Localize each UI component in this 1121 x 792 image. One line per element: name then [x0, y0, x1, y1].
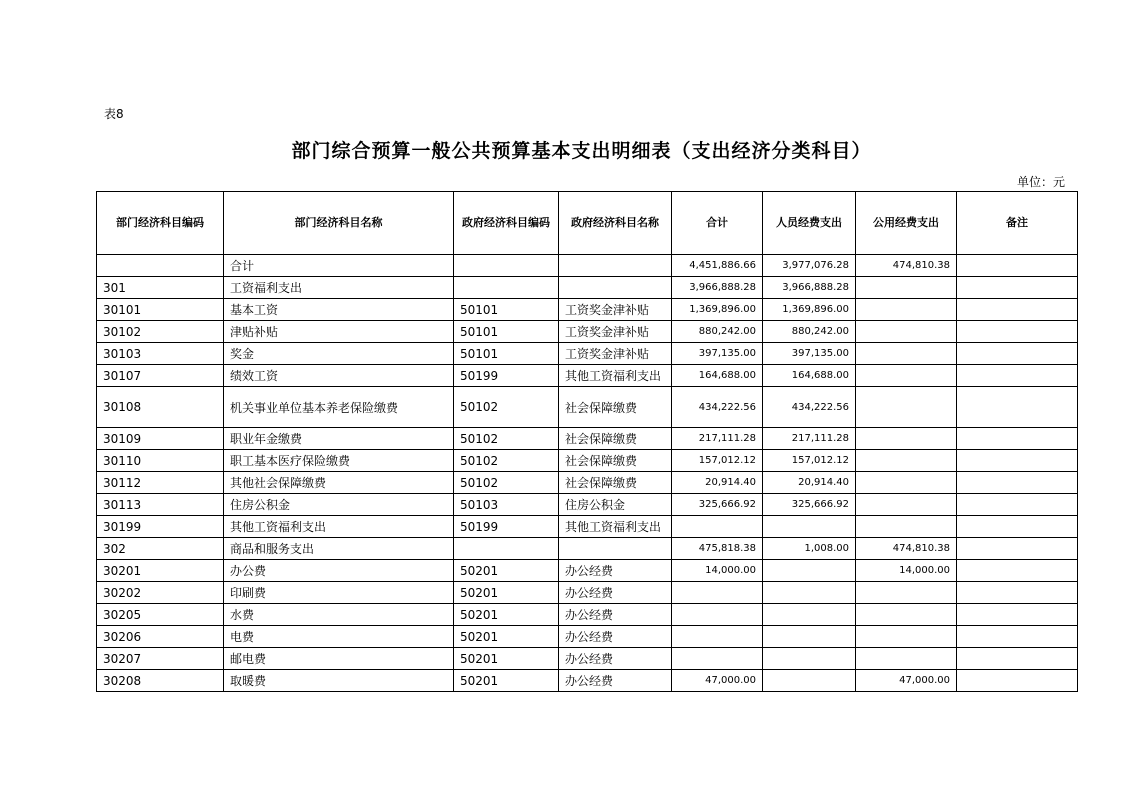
cell-public [856, 582, 957, 604]
cell-gov-code: 50201 [454, 670, 559, 692]
table-body [97, 255, 1078, 692]
cell-dept-name: 水费 [224, 604, 454, 626]
cell-public [856, 365, 957, 387]
cell-dept-name: 办公费 [224, 560, 454, 582]
cell-public [856, 428, 957, 450]
table-row [97, 582, 1078, 604]
cell-personnel [763, 670, 856, 692]
table-row [97, 450, 1078, 472]
cell-personnel [763, 626, 856, 648]
cell-dept-code: 30201 [97, 560, 224, 582]
cell-gov-code: 50201 [454, 560, 559, 582]
cell-remark [957, 299, 1078, 321]
cell-dept-code: 301 [97, 277, 224, 299]
cell-personnel: 325,666.92 [763, 494, 856, 516]
table-row [97, 604, 1078, 626]
cell-gov-code [454, 255, 559, 277]
cell-gov-code [454, 277, 559, 299]
cell-dept-name: 其他社会保障缴费 [224, 472, 454, 494]
cell-public: 474,810.38 [856, 255, 957, 277]
cell-personnel: 880,242.00 [763, 321, 856, 343]
cell-total: 157,012.12 [672, 450, 763, 472]
table-row [97, 428, 1078, 450]
budget-detail-table [96, 191, 1078, 692]
cell-public [856, 516, 957, 538]
cell-public [856, 450, 957, 472]
header-gov-name: 政府经济科目名称 [559, 192, 672, 255]
cell-dept-name: 电费 [224, 626, 454, 648]
cell-gov-name: 办公经费 [559, 626, 672, 648]
cell-dept-name: 基本工资 [224, 299, 454, 321]
cell-dept-code: 30102 [97, 321, 224, 343]
header-remark: 备注 [957, 192, 1078, 255]
cell-personnel: 164,688.00 [763, 365, 856, 387]
table-row [97, 648, 1078, 670]
header-total: 合计 [672, 192, 763, 255]
cell-gov-code: 50101 [454, 299, 559, 321]
cell-gov-name: 办公经费 [559, 582, 672, 604]
cell-personnel [763, 582, 856, 604]
table-row [97, 472, 1078, 494]
table-row [97, 277, 1078, 299]
header-personnel: 人员经费支出 [763, 192, 856, 255]
table-row [97, 299, 1078, 321]
cell-gov-code: 50101 [454, 343, 559, 365]
cell-dept-name: 其他工资福利支出 [224, 516, 454, 538]
cell-gov-name: 社会保障缴费 [559, 472, 672, 494]
table-row [97, 538, 1078, 560]
cell-personnel: 217,111.28 [763, 428, 856, 450]
cell-personnel: 3,966,888.28 [763, 277, 856, 299]
cell-gov-code: 50102 [454, 472, 559, 494]
cell-remark [957, 560, 1078, 582]
cell-public [856, 648, 957, 670]
cell-gov-code: 50101 [454, 321, 559, 343]
cell-personnel: 434,222.56 [763, 387, 856, 428]
cell-total: 1,369,896.00 [672, 299, 763, 321]
cell-dept-code: 30206 [97, 626, 224, 648]
cell-dept-code: 30108 [97, 387, 224, 428]
table-header-row [97, 192, 1078, 255]
cell-gov-name: 办公经费 [559, 670, 672, 692]
cell-public [856, 387, 957, 428]
cell-total [672, 648, 763, 670]
cell-total: 325,666.92 [672, 494, 763, 516]
cell-remark [957, 626, 1078, 648]
cell-total: 47,000.00 [672, 670, 763, 692]
cell-personnel: 3,977,076.28 [763, 255, 856, 277]
cell-gov-name: 其他工资福利支出 [559, 365, 672, 387]
cell-public [856, 299, 957, 321]
cell-gov-code: 50201 [454, 626, 559, 648]
cell-personnel: 157,012.12 [763, 450, 856, 472]
cell-total [672, 516, 763, 538]
cell-dept-code: 30103 [97, 343, 224, 365]
cell-dept-name: 取暖费 [224, 670, 454, 692]
cell-dept-name: 印刷费 [224, 582, 454, 604]
cell-gov-code: 50103 [454, 494, 559, 516]
cell-personnel [763, 516, 856, 538]
cell-dept-code: 302 [97, 538, 224, 560]
cell-public [856, 494, 957, 516]
cell-remark [957, 582, 1078, 604]
cell-remark [957, 365, 1078, 387]
cell-personnel [763, 560, 856, 582]
cell-gov-name [559, 277, 672, 299]
cell-personnel: 20,914.40 [763, 472, 856, 494]
cell-total: 434,222.56 [672, 387, 763, 428]
cell-total [672, 626, 763, 648]
cell-public [856, 321, 957, 343]
cell-dept-code: 30199 [97, 516, 224, 538]
cell-remark [957, 472, 1078, 494]
cell-remark [957, 516, 1078, 538]
cell-remark [957, 648, 1078, 670]
cell-dept-name: 奖金 [224, 343, 454, 365]
cell-dept-name: 职工基本医疗保险缴费 [224, 450, 454, 472]
cell-gov-code: 50199 [454, 516, 559, 538]
cell-personnel: 1,008.00 [763, 538, 856, 560]
cell-remark [957, 450, 1078, 472]
cell-gov-code: 50102 [454, 450, 559, 472]
cell-public: 47,000.00 [856, 670, 957, 692]
cell-remark [957, 494, 1078, 516]
table-row [97, 560, 1078, 582]
header-gov-code: 政府经济科目编码 [454, 192, 559, 255]
cell-public: 14,000.00 [856, 560, 957, 582]
cell-gov-name: 办公经费 [559, 560, 672, 582]
cell-dept-name: 商品和服务支出 [224, 538, 454, 560]
cell-gov-code: 50199 [454, 365, 559, 387]
cell-dept-code: 30101 [97, 299, 224, 321]
table-row [97, 365, 1078, 387]
cell-total: 3,966,888.28 [672, 277, 763, 299]
cell-remark [957, 321, 1078, 343]
cell-dept-code: 30110 [97, 450, 224, 472]
cell-total [672, 604, 763, 626]
cell-total: 20,914.40 [672, 472, 763, 494]
cell-gov-name: 工资奖金津补贴 [559, 343, 672, 365]
cell-remark [957, 604, 1078, 626]
cell-dept-code: 30113 [97, 494, 224, 516]
cell-gov-name [559, 538, 672, 560]
cell-personnel: 1,369,896.00 [763, 299, 856, 321]
cell-dept-code [97, 255, 224, 277]
table-number-label: 表8 [104, 107, 124, 121]
cell-total: 164,688.00 [672, 365, 763, 387]
total-row [97, 255, 1078, 277]
cell-total: 880,242.00 [672, 321, 763, 343]
cell-personnel [763, 604, 856, 626]
cell-gov-code: 50102 [454, 387, 559, 428]
table-row [97, 626, 1078, 648]
table-row [97, 387, 1078, 428]
table-row [97, 494, 1078, 516]
cell-gov-code [454, 538, 559, 560]
cell-gov-name: 其他工资福利支出 [559, 516, 672, 538]
cell-dept-code: 30107 [97, 365, 224, 387]
cell-dept-code: 30112 [97, 472, 224, 494]
cell-public: 474,810.38 [856, 538, 957, 560]
cell-public [856, 472, 957, 494]
cell-personnel: 397,135.00 [763, 343, 856, 365]
header-dept-code: 部门经济科目编码 [97, 192, 224, 255]
cell-total [672, 582, 763, 604]
cell-gov-code: 50201 [454, 582, 559, 604]
cell-public [856, 626, 957, 648]
cell-personnel [763, 648, 856, 670]
page-title: 部门综合预算一般公共预算基本支出明细表（支出经济分类科目） [291, 140, 872, 162]
cell-public [856, 343, 957, 365]
table-row [97, 516, 1078, 538]
cell-remark [957, 255, 1078, 277]
cell-dept-code: 30207 [97, 648, 224, 670]
unit-label: 单位：元 [1016, 175, 1065, 189]
cell-gov-code: 50201 [454, 604, 559, 626]
cell-dept-code: 30109 [97, 428, 224, 450]
cell-total: 14,000.00 [672, 560, 763, 582]
cell-gov-name: 办公经费 [559, 604, 672, 626]
table-row [97, 343, 1078, 365]
cell-gov-name: 住房公积金 [559, 494, 672, 516]
cell-total: 217,111.28 [672, 428, 763, 450]
cell-gov-code: 50102 [454, 428, 559, 450]
cell-gov-name: 社会保障缴费 [559, 387, 672, 428]
cell-gov-name: 社会保障缴费 [559, 428, 672, 450]
cell-dept-name: 津贴补贴 [224, 321, 454, 343]
cell-gov-name: 工资奖金津补贴 [559, 321, 672, 343]
cell-remark [957, 670, 1078, 692]
cell-dept-name: 邮电费 [224, 648, 454, 670]
table-row [97, 321, 1078, 343]
table-row [97, 670, 1078, 692]
header-dept-name: 部门经济科目名称 [224, 192, 454, 255]
cell-dept-code: 30202 [97, 582, 224, 604]
cell-remark [957, 428, 1078, 450]
cell-dept-code: 30205 [97, 604, 224, 626]
cell-total: 397,135.00 [672, 343, 763, 365]
cell-remark [957, 343, 1078, 365]
cell-gov-name [559, 255, 672, 277]
cell-remark [957, 387, 1078, 428]
cell-remark [957, 277, 1078, 299]
cell-gov-code: 50201 [454, 648, 559, 670]
cell-gov-name: 工资奖金津补贴 [559, 299, 672, 321]
header-public: 公用经费支出 [856, 192, 957, 255]
cell-public [856, 277, 957, 299]
cell-gov-name: 社会保障缴费 [559, 450, 672, 472]
cell-total: 4,451,886.66 [672, 255, 763, 277]
cell-dept-name: 机关事业单位基本养老保险缴费 [224, 387, 454, 428]
cell-dept-name: 绩效工资 [224, 365, 454, 387]
cell-gov-name: 办公经费 [559, 648, 672, 670]
cell-dept-name: 职业年金缴费 [224, 428, 454, 450]
cell-remark [957, 538, 1078, 560]
cell-total: 475,818.38 [672, 538, 763, 560]
cell-dept-name: 合计 [224, 255, 454, 277]
cell-dept-code: 30208 [97, 670, 224, 692]
cell-dept-name: 住房公积金 [224, 494, 454, 516]
cell-public [856, 604, 957, 626]
cell-dept-name: 工资福利支出 [224, 277, 454, 299]
